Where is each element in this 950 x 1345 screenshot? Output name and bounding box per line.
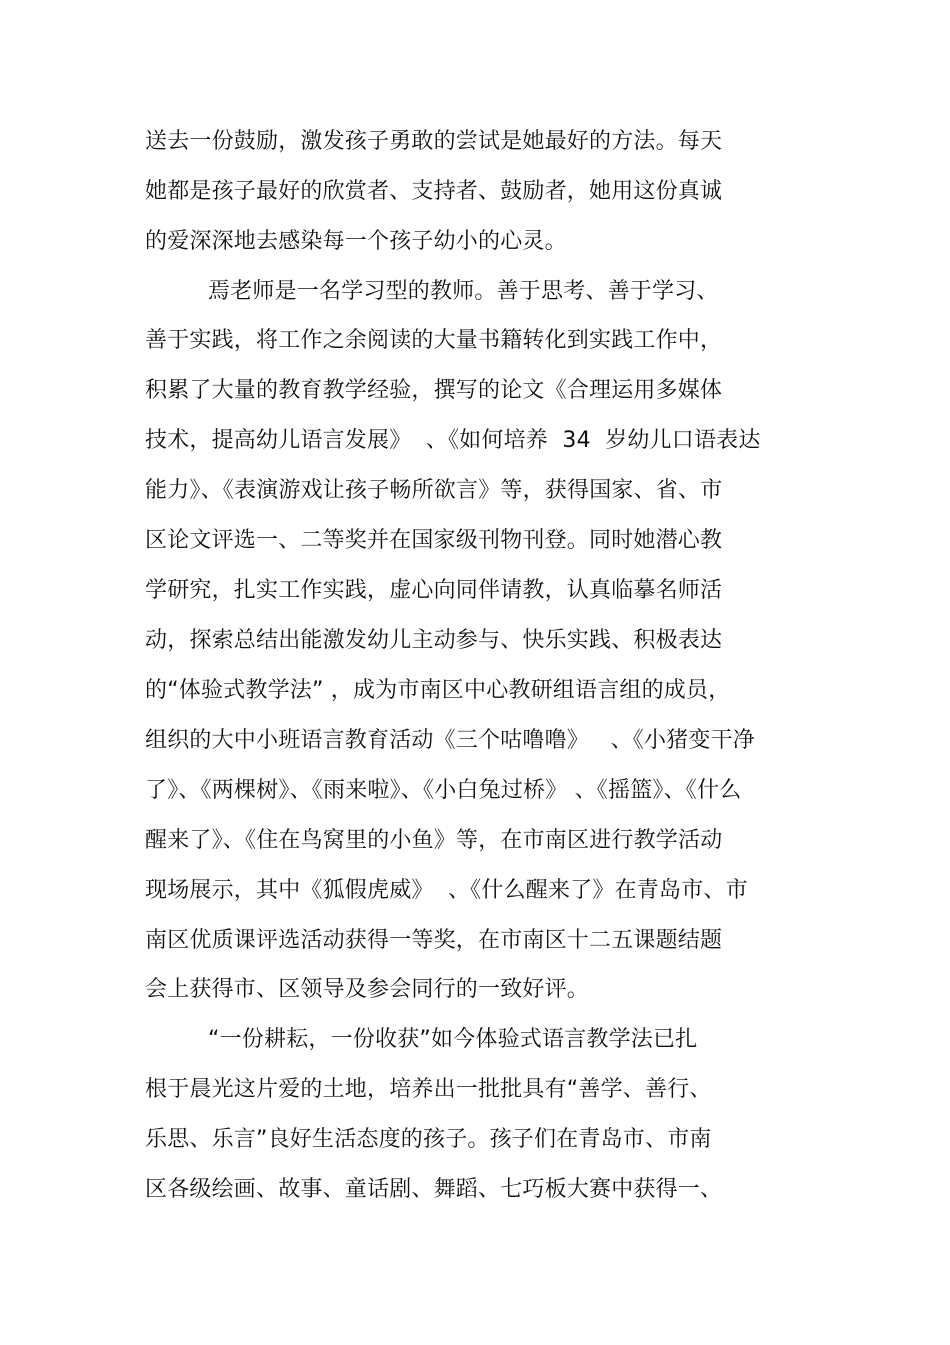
- text-line: 能力》、《表演游戏让孩子畅所欲言》等，获得国家、省、市: [145, 478, 723, 503]
- text-line: 积累了大量的教育教学经验，撰写的论文《合理运用多媒体: [145, 378, 723, 403]
- text-line: 学研究，扎实工作实践，虚心向同伴请教，认真临摹名师活: [145, 578, 723, 603]
- paragraph-start-line: 焉老师是一名学习型的教师。善于思考、善于学习、: [208, 279, 719, 304]
- text-line: 乐思、乐言”良好生活态度的孩子。孩子们在青岛市、市南: [145, 1127, 712, 1152]
- text-line: 的爱深深地去感染每一个孩子幼小的心灵。: [145, 229, 567, 254]
- text-line: 南区优质课评选活动获得一等奖，在市南区十二五课题结题: [145, 928, 723, 953]
- text-line: 组织的大中小班语言教育活动《三个咕噜噜》 、《小猪变干净: [145, 728, 755, 753]
- text-line: 她都是孩子最好的欣赏者、支持者、鼓励者，她用这份真诚: [145, 179, 723, 204]
- text-line: 区论文评选一、二等奖并在国家级刊物刊登。同时她潜心教: [145, 528, 723, 553]
- text-line: 区各级绘画、故事、童话剧、舞蹈、七巧板大赛中获得一、: [145, 1177, 723, 1202]
- text-line: 技术，提高幼儿语言发展》 、《如何培养 34 岁幼儿口语表达: [145, 428, 761, 453]
- text-line: 送去一份鼓励，激发孩子勇敢的尝试是她最好的方法。每天: [145, 129, 723, 154]
- text-line: 动，探索总结出能激发幼儿主动参与、快乐实践、积极表达: [145, 628, 723, 653]
- paragraph-start-line: “一份耕耘，一份收获”如今体验式语言教学法已扎: [208, 1027, 698, 1052]
- text-line: 会上获得市、区领导及参会同行的一致好评。: [145, 977, 590, 1002]
- text-line: 根于晨光这片爱的土地，培养出一批批具有“善学、善行、: [145, 1077, 712, 1102]
- text-line: 善于实践，将工作之余阅读的大量书籍转化到实践工作中，: [145, 328, 723, 353]
- text-line: 了》、《两棵树》、《雨来啦》、《小白兔过桥》 、《摇篮》、《什么: [145, 778, 742, 803]
- text-line: 现场展示，其中《狐假虎威》 、《什么醒来了》在青岛市、市: [145, 878, 748, 903]
- text-line: 的“体验式教学法” ，成为市南区中心教研组语言组的成员，: [145, 678, 731, 703]
- text-line: 醒来了》、《住在鸟窝里的小鱼》等，在市南区进行教学活动: [145, 828, 723, 853]
